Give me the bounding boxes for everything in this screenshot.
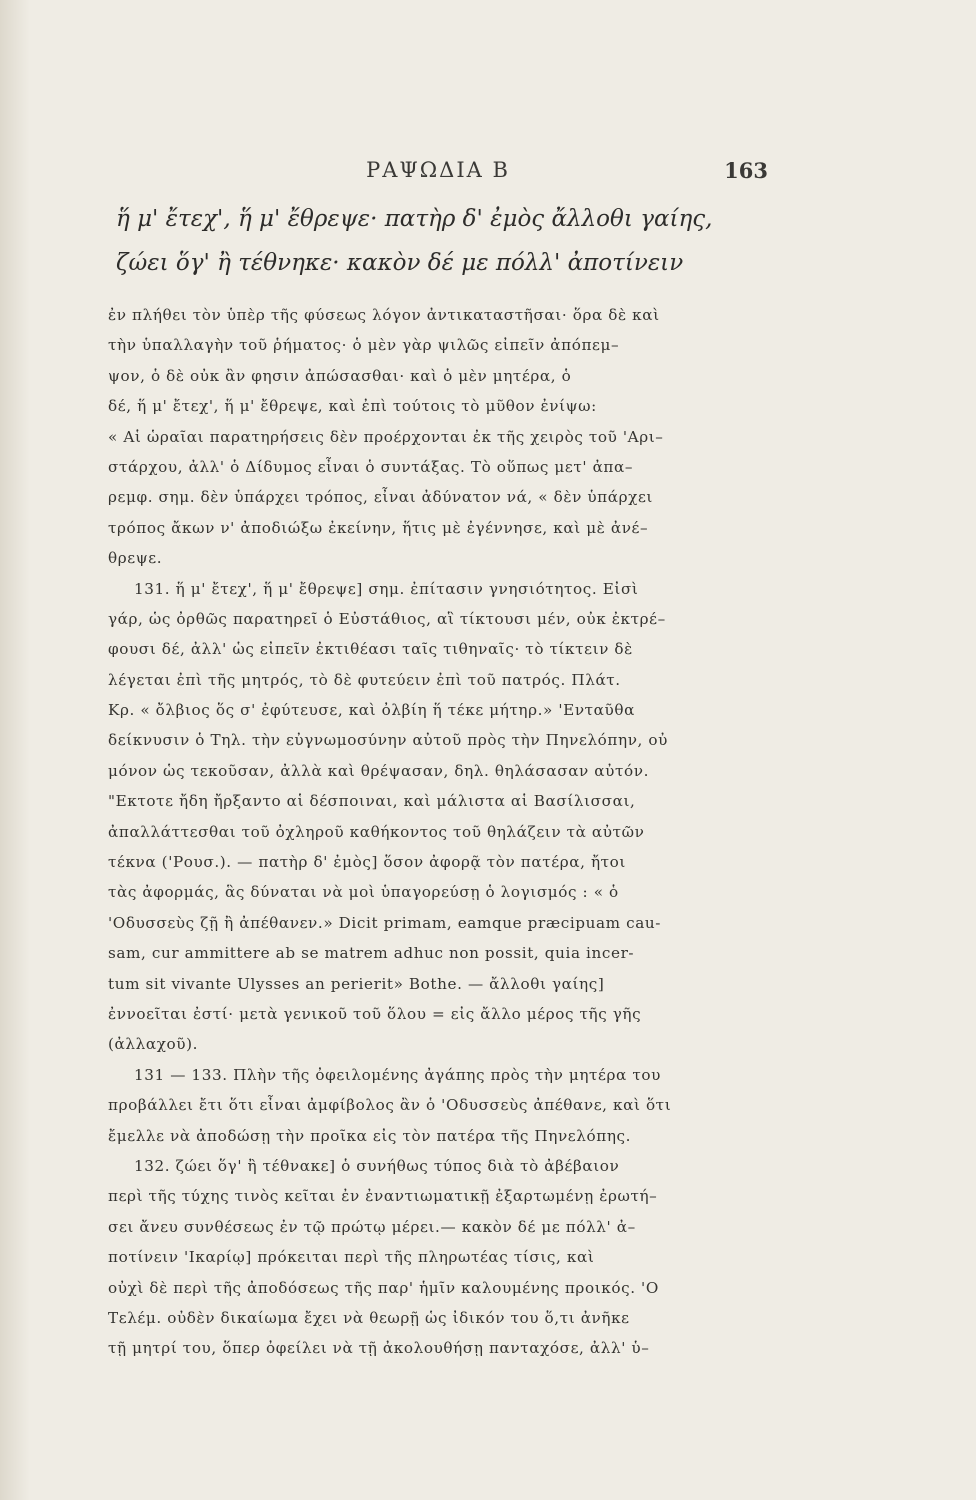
commentary-line: φουσι δέ, ἀλλ' ὡς εἰπεῖν ἐκτιθέασι ταῖς τιθηναῖς· τὸ τίκτειν δὲ bbox=[108, 640, 633, 659]
commentary-line: "Εκτοτε ἤδη ἤρξαντο αἱ δέσποιναι, καὶ μάλιστα αἱ Βασίλισσαι, bbox=[108, 792, 636, 811]
page-header bbox=[108, 158, 768, 194]
commentary-line: ψον, ὁ δὲ οὐκ ἂν φησιν ἀπώσασθαι· καὶ ὁ μὲν μητέρα, ὁ bbox=[108, 366, 572, 385]
commentary-line: περὶ τῆς τύχης τινὸς κεῖται ἐν ἐναντιωματικῇ ἐξαρτωμένῃ ἐρωτή– bbox=[108, 1187, 658, 1206]
commentary-line: τρόπος ἄκων ν' ἀποδιώξω ἐκείνην, ἥτις μὲ ἐγέννησε, καὶ μὲ ἀνέ– bbox=[108, 518, 649, 537]
commentary-body bbox=[108, 300, 768, 1364]
commentary-line: Κρ. « ὄλβιος ὅς σ' ἐφύτευσε, καὶ ὀλβίη ἥ τέκε μήτηρ.» 'Ενταῦθα bbox=[108, 701, 635, 720]
commentary-line: ρεμφ. σημ. δὲν ὑπάρχει τρόπος, εἶναι ἀδύνατον νά, « δὲν ὑπάρχει bbox=[108, 488, 653, 507]
commentary-line: « Αἱ ὡραῖαι παρατηρήσεις δὲν προέρχονται ἐκ τῆς χειρὸς τοῦ 'Αρι– bbox=[108, 427, 664, 446]
verse-line: ζώει ὅγ' ἢ τέθνηκε· κακὸν δέ με πόλλ' ἀποτίνειν bbox=[116, 250, 684, 276]
commentary-line: ποτίνειν 'Ικαρίῳ] πρόκειται περὶ τῆς πληρωτέας τίσις, καὶ bbox=[108, 1248, 595, 1267]
commentary-line: σει ἄνευ συνθέσεως ἐν τῷ πρώτῳ μέρει.— κακὸν δέ με πόλλ' ἀ– bbox=[108, 1217, 636, 1236]
commentary-line: tum sit vivante Ulysses an perierit» Bothe. — ἄλλοθι γαίης] bbox=[108, 974, 605, 993]
commentary-line: 131 — 133. Πλὴν τῆς ὀφειλομένης ἀγάπης πρὸς τὴν μητέρα του bbox=[134, 1065, 661, 1084]
commentary-line: Τελέμ. οὐδὲν δικαίωμα ἔχει νὰ θεωρῇ ὡς ἰδικόν του ὅ,τι ἀνῆκε bbox=[108, 1308, 630, 1327]
commentary-line: τὴν ὑπαλλαγὴν τοῦ ῥήματος· ὁ μὲν γὰρ ψιλῶς εἰπεῖν ἀπόπεμ– bbox=[108, 336, 620, 355]
commentary-line: (ἀλλαχοῦ). bbox=[108, 1035, 199, 1054]
commentary-line: λέγεται ἐπὶ τῆς μητρός, τὸ δὲ φυτεύειν ἐπὶ τοῦ πατρός. Πλάτ. bbox=[108, 670, 621, 689]
commentary-line: οὐχὶ δὲ περὶ τῆς ἀποδόσεως τῆς παρ' ἡμῖν καλουμένης προικός. 'Ο bbox=[108, 1278, 659, 1297]
commentary-line: 132. ζώει ὅγ' ἢ τέθνακε] ὁ συνήθως τύπος διὰ τὸ ἀβέβαιον bbox=[134, 1156, 620, 1175]
commentary-line: τέκνα ('Ρουσ.). — πατὴρ δ' ἐμὸς] ὅσον ἀφορᾷ τὸν πατέρα, ἤτοι bbox=[108, 853, 626, 872]
commentary-line: δέ, ἥ μ' ἔτεχ', ἥ μ' ἔθρεψε, καὶ ἐπὶ τούτοις τὸ μῦθον ἐνίψω: bbox=[108, 397, 597, 416]
commentary-line: 131. ἥ μ' ἔτεχ', ἥ μ' ἔθρεψε] σημ. ἐπίτασιν γνησιότητος. Εἰσὶ bbox=[134, 579, 639, 598]
commentary-line: ἐννοεῖται ἐστί· μετὰ γενικοῦ τοῦ ὅλου = εἰς ἄλλο μέρος τῆς γῆς bbox=[108, 1004, 642, 1023]
commentary-line: θρεψε. bbox=[108, 549, 163, 568]
commentary-line: ἐν πλήθει τὸν ὑπὲρ τῆς φύσεως λόγον ἀντικαταστῆσαι· ὅρα δὲ καὶ bbox=[108, 306, 660, 324]
commentary-line: γάρ, ὡς ὀρθῶς παρατηρεῖ ὁ Εὐστάθιος, αἳ τίκτουσι μέν, οὐκ ἐκτρέ– bbox=[108, 609, 666, 628]
commentary-line: ἀπαλλάττεσθαι τοῦ ὀχληροῦ καθήκοντος τοῦ θηλάζειν τὰ αὐτῶν bbox=[108, 822, 645, 841]
commentary-line: ἔμελλε νὰ ἀποδώσῃ τὴν προῖκα εἰς τὸν πατέρα τῆς Πηνελόπης. bbox=[108, 1126, 632, 1145]
commentary-line: τῇ μητρί του, ὅπερ ὀφείλει νὰ τῇ ἀκολουθήσῃ πανταχόσε, ἀλλ' ὑ– bbox=[108, 1339, 650, 1358]
page-gutter-shadow bbox=[0, 0, 30, 1500]
commentary-line: 'Οδυσσεὺς ζῇ ἢ ἀπέθανεν.» Dicit primam, eamque præcipuam cau- bbox=[108, 913, 661, 932]
commentary-line: sam, cur ammittere ab se matrem adhuc non possit, quia incer- bbox=[108, 944, 635, 963]
commentary-line: τὰς ἀφορμάς, ἃς δύναται νὰ μοὶ ὑπαγορεύσῃ ὁ λογισμός : « ὁ bbox=[108, 883, 619, 902]
commentary-line: μόνον ὡς τεκοῦσαν, ἀλλὰ καὶ θρέψασαν, δηλ. θηλάσασαν αὐτόν. bbox=[108, 761, 650, 780]
commentary-line: στάρχου, ἀλλ' ὁ Δίδυμος εἶναι ὁ συντάξας. Τὸ οὕπως μετ' ἀπα– bbox=[108, 457, 634, 476]
page-number: 163 bbox=[724, 158, 768, 183]
commentary-line: προβάλλει ἔτι ὅτι εἶναι ἀμφίβολος ἂν ὁ 'Οδυσσεὺς ἀπέθανε, καὶ ὅτι bbox=[108, 1096, 672, 1115]
verse-line: ἥ μ' ἔτεχ', ἥ μ' ἔθρεψε· πατὴρ δ' ἐμὸς ἄλλοθι γαίης, bbox=[116, 206, 713, 232]
commentary-line: δείκνυσιν ὁ Τηλ. τὴν εὐγνωμοσύνην αὐτοῦ πρὸς τὴν Πηνελόπην, οὐ bbox=[108, 731, 668, 750]
running-head: ΡΑΨΩΔΙΑ Β bbox=[366, 158, 510, 182]
